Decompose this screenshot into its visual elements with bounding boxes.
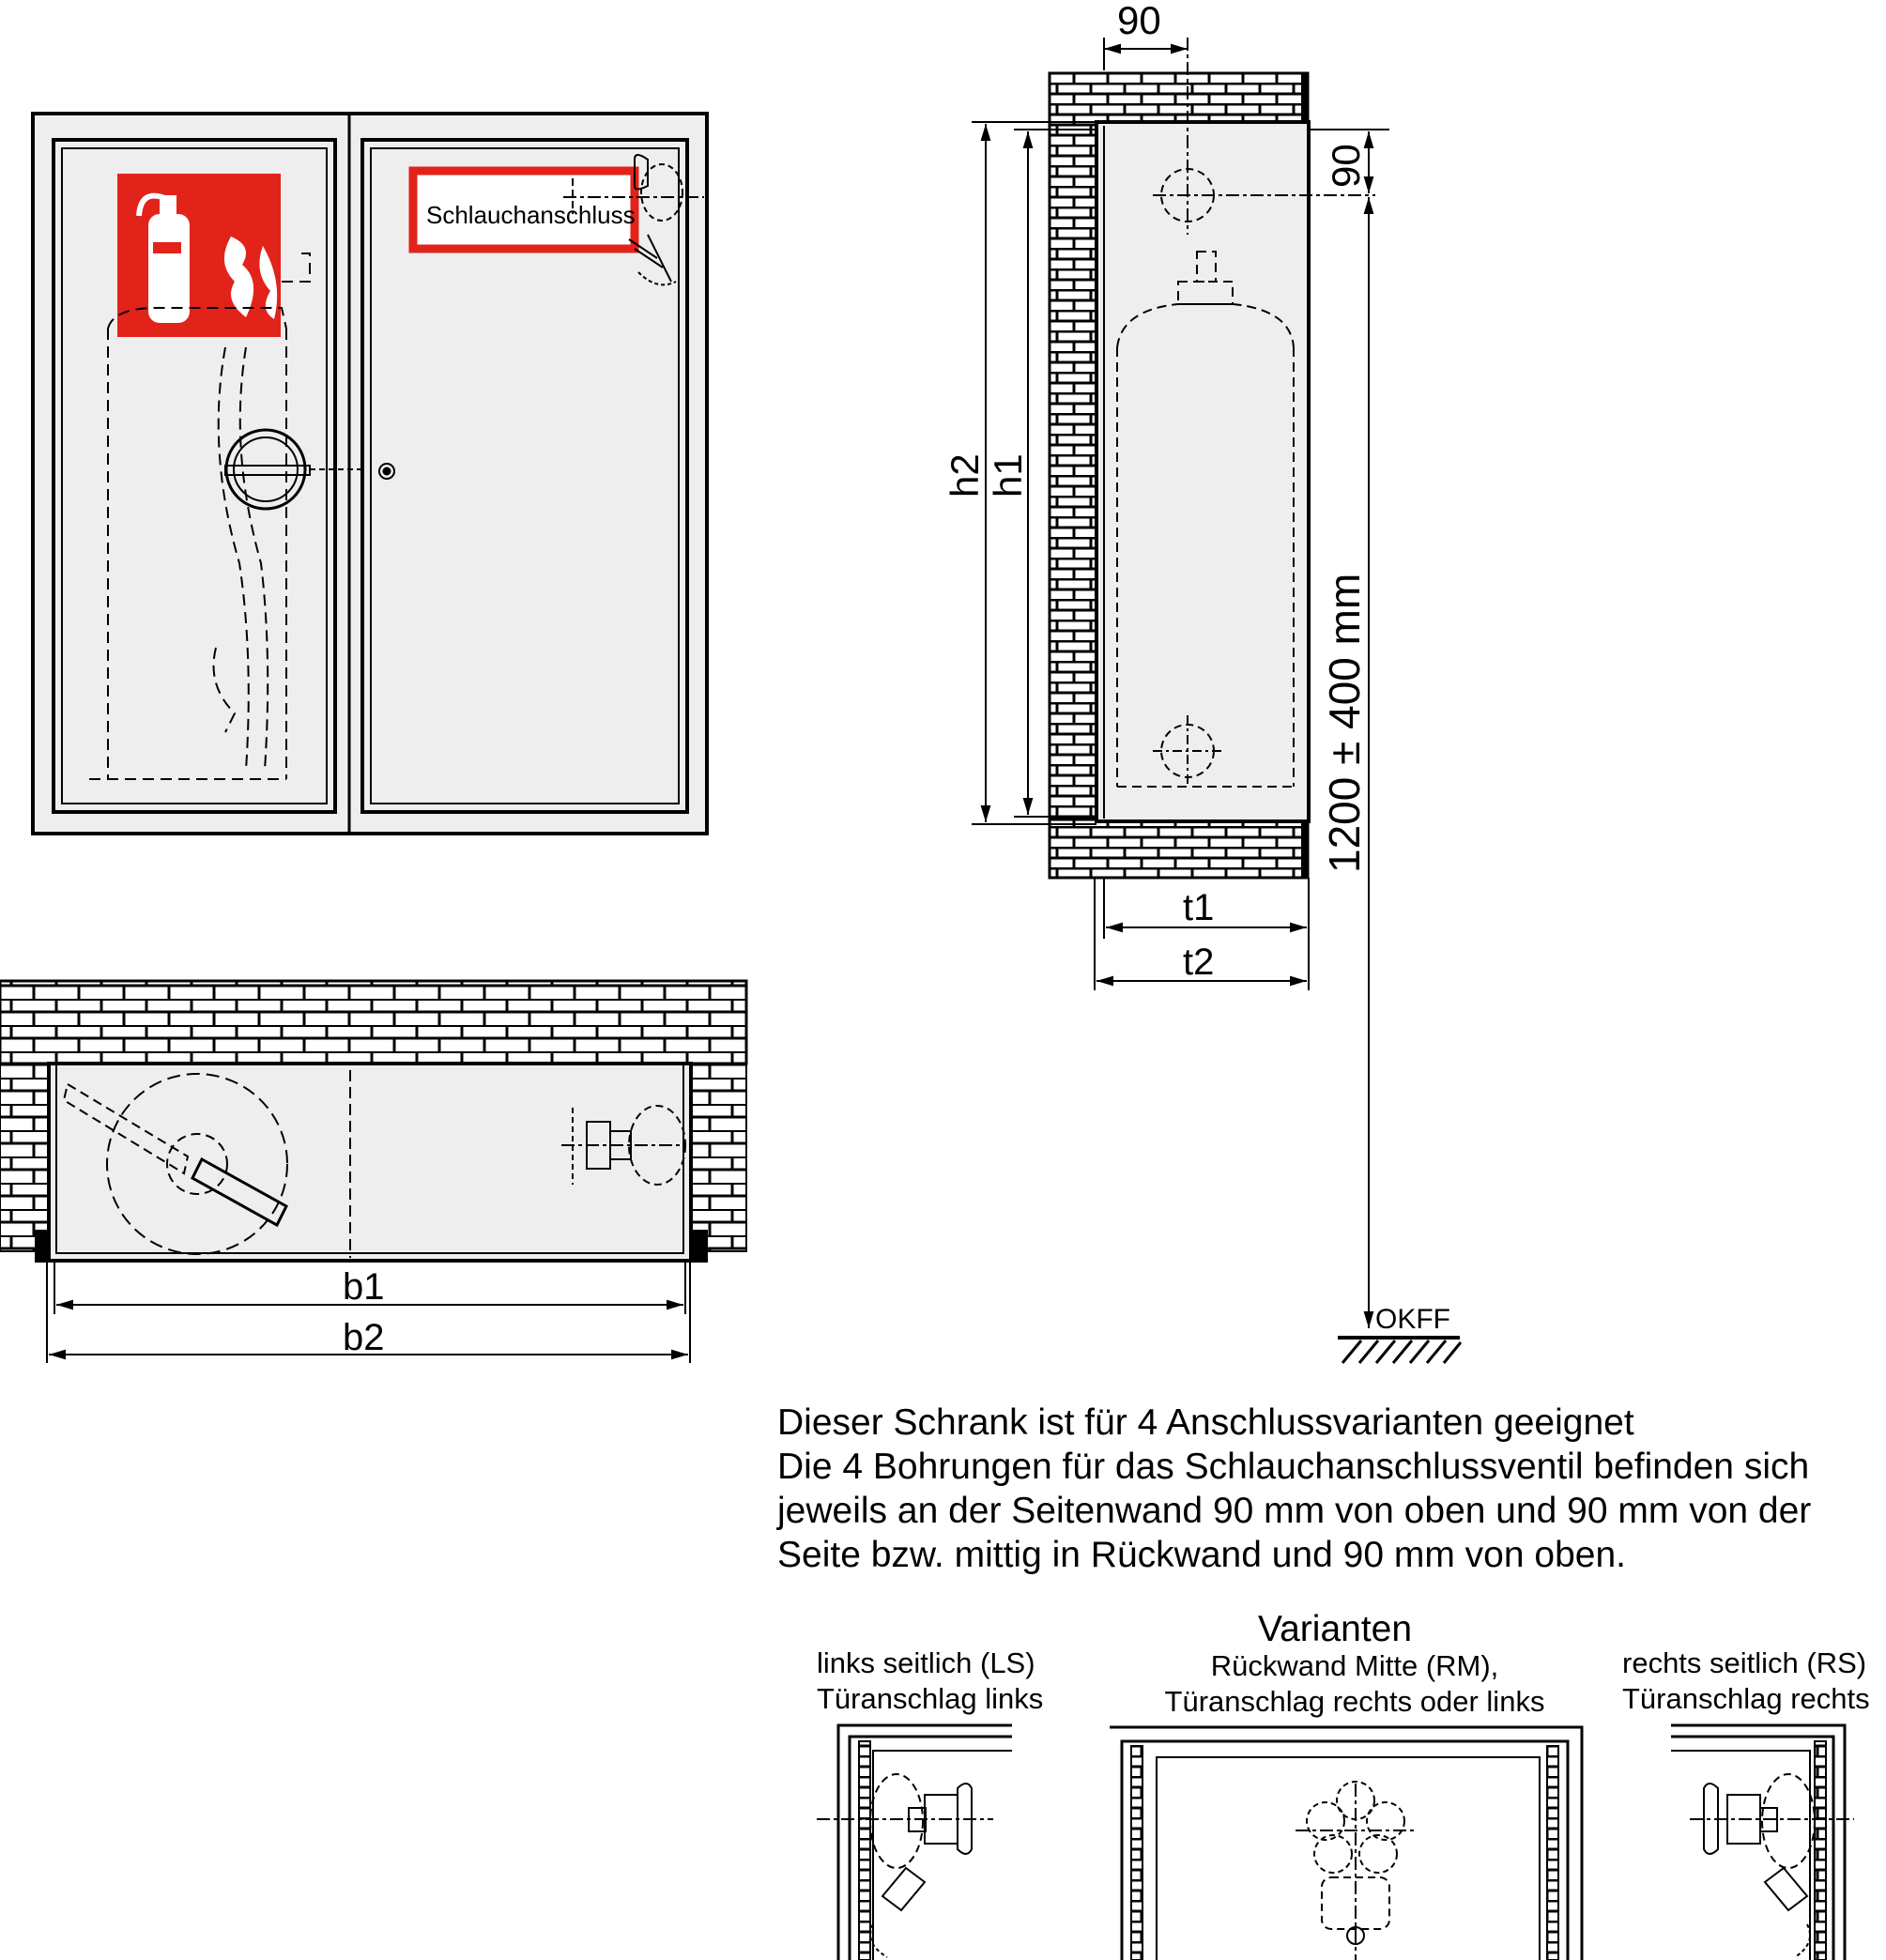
variant-rm-label <box>1162 1648 1547 1720</box>
variant-rm-line1: Rückwand Mitte (RM), <box>1210 1649 1499 1682</box>
front-view <box>33 114 707 834</box>
dimension-top-vertical: 90 <box>1324 144 1368 188</box>
variants-title: Varianten <box>1258 1609 1413 1649</box>
description-line: Die 4 Bohrungen für das Schlauchanschlussventil befinden sich <box>777 1447 1810 1487</box>
floor-label: OKFF <box>1375 1304 1450 1335</box>
variant-ls-label <box>817 1646 1043 1717</box>
dimension-t2: t2 <box>1183 942 1215 983</box>
dimension-mount-height: 1200 ± 400 mm <box>1320 573 1369 873</box>
variant-ls-drawing <box>817 1725 1012 1960</box>
description-text <box>777 1401 1880 1577</box>
variant-ls-line2: Türanschlag links <box>817 1682 1044 1715</box>
dimension-t1: t1 <box>1183 887 1215 928</box>
variant-rs-label <box>1622 1646 1870 1717</box>
variant-rm-drawing <box>1110 1727 1582 1960</box>
dimension-b2: b2 <box>343 1317 385 1358</box>
floor-hatch-icon <box>1338 1338 1461 1363</box>
fire-extinguisher-sign-icon <box>117 174 281 337</box>
hose-connection-label: Schlauchanschluss <box>426 201 636 229</box>
variant-rs-line2: Türanschlag rechts <box>1622 1682 1870 1715</box>
dimension-h2: h2 <box>943 453 987 498</box>
dimension-top-horizontal: 90 <box>1117 0 1161 42</box>
description-line: Dieser Schrank ist für 4 Anschlussvarianten geeignet <box>777 1402 1634 1443</box>
variant-rs-drawing <box>1671 1725 1854 1960</box>
top-view <box>0 981 746 1363</box>
description-line: Seite bzw. mittig in Rückwand und 90 mm von oben. <box>777 1535 1626 1575</box>
variant-rs-line1: rechts seitlich (RS) <box>1622 1646 1867 1679</box>
variant-ls-line1: links seitlich (LS) <box>817 1646 1035 1679</box>
dimension-b1: b1 <box>343 1266 385 1308</box>
description-line: jeweils an der Seitenwand 90 mm von oben und 90 mm von der <box>777 1491 1812 1531</box>
side-view <box>943 0 1461 1363</box>
variant-rm-line2: Türanschlag rechts oder links <box>1164 1685 1545 1718</box>
dimension-h1: h1 <box>986 453 1030 498</box>
hose-connection-sign <box>413 171 636 249</box>
